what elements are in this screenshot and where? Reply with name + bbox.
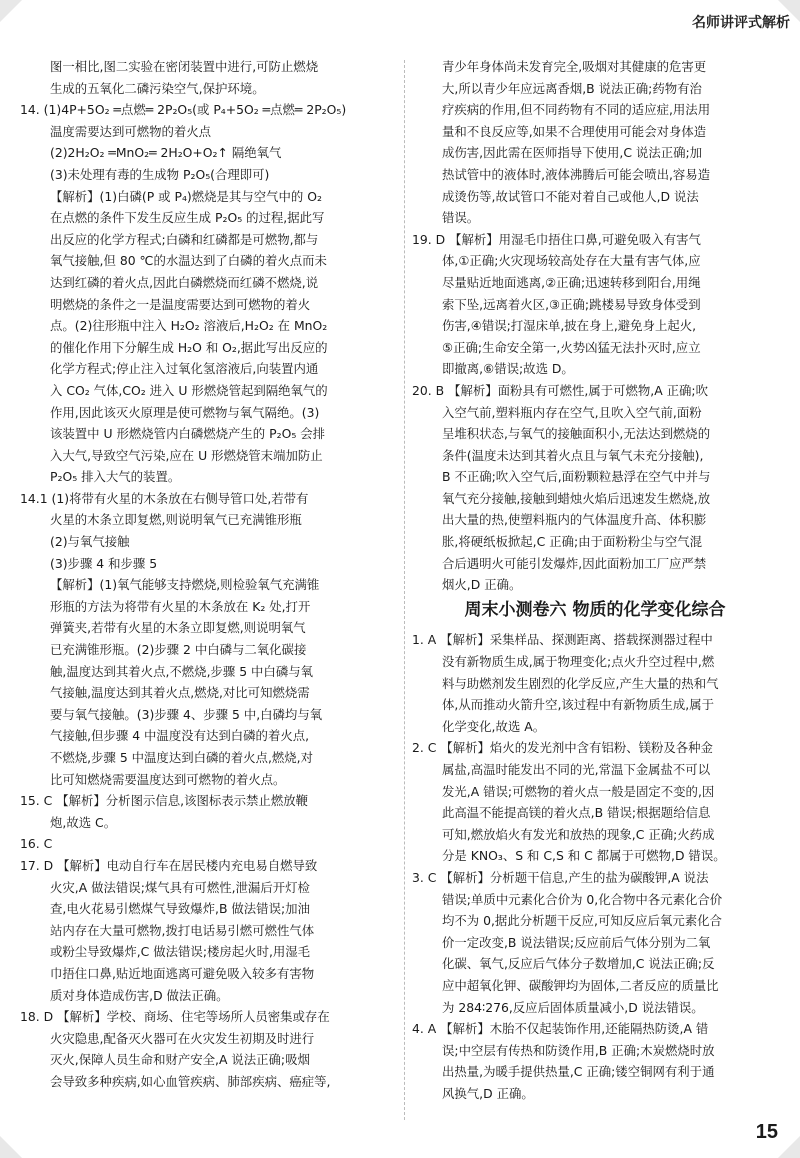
text-line: 条件(温度未达到其着火点且与氧气未充分接触), (442, 447, 704, 463)
text-line: 错误;单质中元素化合价为 0,化合物中各元素化合价 (442, 891, 723, 907)
text-line: 烟火,D 正确。 (442, 577, 522, 593)
text-line: 站内存在大量可燃物,拨打电话易引燃可燃性气体 (50, 922, 315, 938)
text-line: 化学变化,故选 A。 (442, 718, 546, 734)
text-line: 体,从而推动火箭升空,该过程中有新物质生成,属于 (442, 697, 715, 713)
text-line: 分是 KNO₃、S 和 C,S 和 C 都属于可燃物,D 错误。 (442, 848, 726, 864)
text-line: 火灾隐患,配备灭火器可在火灾发生初期及时进行 (50, 1030, 315, 1046)
text-line: 生成的五氧化二磷污染空气,保护环境。 (50, 80, 265, 96)
text-line: 质对身体造成伤害,D 做法正确。 (50, 987, 229, 1003)
text-line: 18. D 【解析】学校、商场、住宅等场所人员密集或存在 (20, 1009, 330, 1025)
text-line: P₂O₅ 排入大气的装置。 (50, 469, 181, 485)
text-line: (2)2H₂O₂ ═MnO₂═ 2H₂O+O₂↑ 隔绝氧气 (50, 145, 282, 161)
text-line: 可知,燃放焰火有发光和放热的现象,C 正确;火药成 (442, 826, 715, 842)
text-line: 的催化作用下分解生成 H₂O 和 O₂,据此写出反应的 (50, 339, 328, 355)
text-line: 3. C 【解析】分析题干信息,产生的盐为碳酸钾,A 说法 (412, 869, 709, 885)
text-line: 比可知燃烧需要温度达到可燃物的着火点。 (50, 771, 286, 787)
text-line: 14. (1)4P+5O₂ ═点燃═ 2P₂O₅(或 P₄+5O₂ ═点燃═ 2P₂O₅) (20, 102, 347, 118)
text-line: 点。(2)往形瓶中注入 H₂O₂ 溶液后,H₂O₂ 在 MnO₂ (50, 318, 328, 334)
text-line: 青少年身体尚未发育完全,吸烟对其健康的危害更 (442, 59, 707, 74)
text-line: 会导致多种疾病,如心血管疾病、肺部疾病、癌症等, (50, 1073, 331, 1089)
text-line: 2. C 【解析】焰火的发光剂中含有铝粉、镁粉及各种金 (412, 740, 713, 756)
text-line: 伤害,④错误;打湿床单,披在身上,避免身上起火, (442, 318, 697, 334)
text-line: 入空气前,塑料瓶内存在空气,且吹入空气前,面粉 (442, 404, 702, 420)
page-number: 15 (755, 1121, 778, 1143)
text-line: 料与助燃剂发生剧烈的化学反应,产生大量的热和气 (442, 675, 719, 691)
text-line: 为 284∶276,反应后固体质量减小,D 说法错误。 (442, 999, 704, 1015)
text-line: 入大气,导致空气污染,应在 U 形燃烧管末端加防止 (50, 447, 323, 463)
section-title: 周末小测卷六 物质的化学变化综合 (464, 599, 726, 620)
text-line: 19. D 【解析】用湿毛巾捂住口鼻,可避免吸入有害气 (412, 231, 701, 247)
text-line: 在点燃的条件下发生反应生成 P₂O₅ 的过程,据此写 (50, 210, 325, 226)
text-line: 此高温不能提高镁的着火点,B 错误;根据题给信息 (442, 805, 711, 821)
text-line: 氧气接触,但 80 ℃的水温达到了白磷的着火点而未 (50, 253, 327, 269)
text-line: 应中超氧化钾、碳酸钾均为固体,二者反应的质量比 (442, 977, 719, 993)
text-line: 图一相比,图二实验在密闭装置中进行,可防止燃烧 (50, 59, 319, 74)
text-line: 【解析】(1)白磷(P 或 P₄)燃烧是其与空气中的 O₂ (50, 188, 322, 204)
text-line: 火星的木条立即复燃,则说明氧气已充满锥形瓶 (50, 512, 302, 528)
text-line: 化碳、氧气,反应后气体分子数增加,C 说法正确;反 (442, 956, 715, 972)
text-line: 热试管中的液体时,液体沸腾后可能会喷出,容易造 (442, 166, 711, 182)
text-line: 火灾,A 做法错误;煤气具有可燃性,泄漏后开灯检 (50, 879, 310, 895)
text-line: 明燃烧的条件之一是温度需要达到可燃物的着火 (50, 296, 311, 312)
right-column-bottom (412, 629, 778, 1104)
page-header: 名师讲评式解析 (692, 15, 790, 31)
text-line: 17. D 【解析】电动自行车在居民楼内充电易自燃导致 (20, 857, 318, 873)
text-line: 均不为 0,据此分析题干反应,可知反应后氧元素化合 (442, 913, 722, 929)
text-line: (3)未处理有毒的生成物 P₂O₅(合理即可) (50, 166, 270, 182)
text-line: 合后遇明火可能引发爆炸,因此面粉加工厂应严禁 (442, 555, 707, 571)
text-line: 风换气,D 正确。 (442, 1085, 534, 1101)
text-line: 15. C 【解析】分析图示信息,该图标表示禁止燃放鞭 (20, 793, 308, 809)
text-line: 触,温度达到其着火点,不燃烧,步骤 5 中白磷与氧 (50, 663, 313, 679)
text-line: 入 CO₂ 气体,CO₂ 进入 U 形燃烧管起到隔绝氧气的 (50, 382, 328, 398)
text-line: ⑤正确;生命安全第一,火势凶猛无法扑灭时,应立 (442, 339, 701, 355)
text-line: 形瓶的方法为将带有火星的木条放在 K₂ 处,打开 (50, 598, 311, 614)
text-line: (3)步骤 4 和步骤 5 (50, 555, 158, 571)
text-line: 成烫伤等,故试管口不能对着自己或他人,D 说法 (442, 188, 699, 204)
text-line: 或粉尘导致爆炸,C 做法错误;楼房起火时,用湿毛 (50, 944, 311, 960)
text-line: 氧气充分接触,接触到蜡烛火焰后迅速发生燃烧,放 (442, 490, 711, 506)
text-line: 索下坠,远离着火区,③正确;跳楼易导致身体受到 (442, 296, 701, 312)
right-column (412, 56, 778, 1105)
text-line: 【解析】(1)氧气能够支持燃烧,则检验氧气充满锥 (50, 577, 320, 593)
text-line: 出大量的热,使塑料瓶内的气体温度升高、体积膨 (442, 512, 707, 528)
text-line: 呈堆积状态,与氧气的接触面积小,无法达到燃烧的 (442, 426, 711, 442)
text-line: 温度需要达到可燃物的着火点 (50, 123, 212, 139)
text-line: 查,电火花易引燃煤气导致爆炸,B 做法错误;加油 (50, 901, 310, 917)
text-line: 炮,故选 C。 (50, 814, 117, 830)
text-line: 化学方程式;停止注入过氧化氢溶液后,向装置内通 (50, 361, 319, 377)
text-line: 弹簧夹,若带有火星的木条立即复燃,则说明氧气 (50, 620, 306, 636)
right-column-top (412, 56, 778, 596)
text-line: 价一定改变,B 说法错误;反应前后气体分别为二氧 (442, 934, 711, 950)
text-line: 16. C (20, 836, 53, 852)
text-line: 误;中空层有传热和防烫作用,B 正确;木炭燃烧时放 (442, 1042, 715, 1058)
text-line: 20. B 【解析】面粉具有可燃性,属于可燃物,A 正确;吹 (412, 382, 708, 398)
text-line: 尽量贴近地面逃离,②正确;迅速转移到阳台,用绳 (442, 274, 701, 290)
text-line: 1. A 【解析】采集样品、探测距离、搭载探测器过程中 (412, 632, 713, 648)
text-line: 14.1 (1)将带有火星的木条放在右侧导管口处,若带有 (20, 490, 309, 506)
text-line: 达到红磷的着火点,因此白磷燃烧而红磷不燃烧,说 (50, 274, 319, 290)
text-line: 没有新物质生成,属于物理变化;点火升空过程中,燃 (442, 654, 715, 670)
column-divider (404, 60, 405, 1120)
page-corner-bottom-left (0, 1136, 22, 1158)
text-line: 灭火,保障人员生命和财产安全,A 说法正确;吸烟 (50, 1052, 310, 1068)
left-column (20, 56, 398, 1093)
text-line: 疗疾病的作用,但不同药物有不同的适应症,用法用 (442, 102, 711, 118)
text-line: 不燃烧,步骤 5 中温度达到白磷的着火点,燃烧,对 (50, 750, 313, 765)
text-line: 胀,将硬纸板掀起,C 正确;由于面粉粉尘与空气混 (442, 534, 703, 550)
page-corner-top-left (0, 0, 22, 22)
text-line: 要与氧气接触。(3)步骤 4、步骤 5 中,白磷均与氧 (50, 706, 323, 722)
text-line: 量和不良反应等,如果不合理使用可能会对身体造 (442, 123, 707, 139)
text-line: 已充满锥形瓶。(2)步骤 2 中白磷与二氧化碳接 (50, 642, 307, 658)
text-line: 该装置中 U 形燃烧管内白磷燃烧产生的 P₂O₅ 会排 (50, 426, 326, 442)
text-line: 大,所以青少年应远离香烟,B 说法正确;药物有治 (442, 80, 702, 96)
page-corner-bottom-right (778, 1136, 800, 1158)
text-line: 4. A 【解析】木胎不仅起装饰作用,还能隔热防烫,A 错 (412, 1021, 709, 1037)
text-line: 巾捂住口鼻,贴近地面逃离可避免吸入较多有害物 (50, 965, 315, 981)
text-line: 出反应的化学方程式;白磷和红磷都是可燃物,都与 (50, 231, 319, 247)
text-line: 气接触,但步骤 4 中温度没有达到白磷的着火点, (50, 728, 310, 744)
text-line: 即撤离,⑥错误;故选 D。 (442, 361, 574, 377)
text-line: 发光,A 错误;可燃物的着火点一般是固定不变的,因 (442, 783, 715, 799)
text-line: B 不正确;吹入空气后,面粉颗粒悬浮在空气中并与 (442, 469, 711, 485)
text-line: 出热量,为暖手提供热量,C 正确;镂空铜网有利于通 (442, 1064, 715, 1080)
text-line: 成伤害,因此需在医师指导下使用,C 说法正确;加 (442, 145, 703, 161)
text-line: 体,①正确;火灾现场较高处存在大量有害气体,应 (442, 253, 701, 269)
text-line: 气接触,温度达到其着火点,燃烧,对比可知燃烧需 (50, 685, 310, 701)
text-line: 属盐,高温时能发出不同的光,常温下金属盐不可以 (442, 762, 711, 777)
text-line: (2)与氧气接触 (50, 534, 130, 550)
text-line: 作用,因此该灭火原理是使可燃物与氧气隔绝。(3) (50, 404, 320, 420)
text-line: 错误。 (442, 210, 480, 226)
